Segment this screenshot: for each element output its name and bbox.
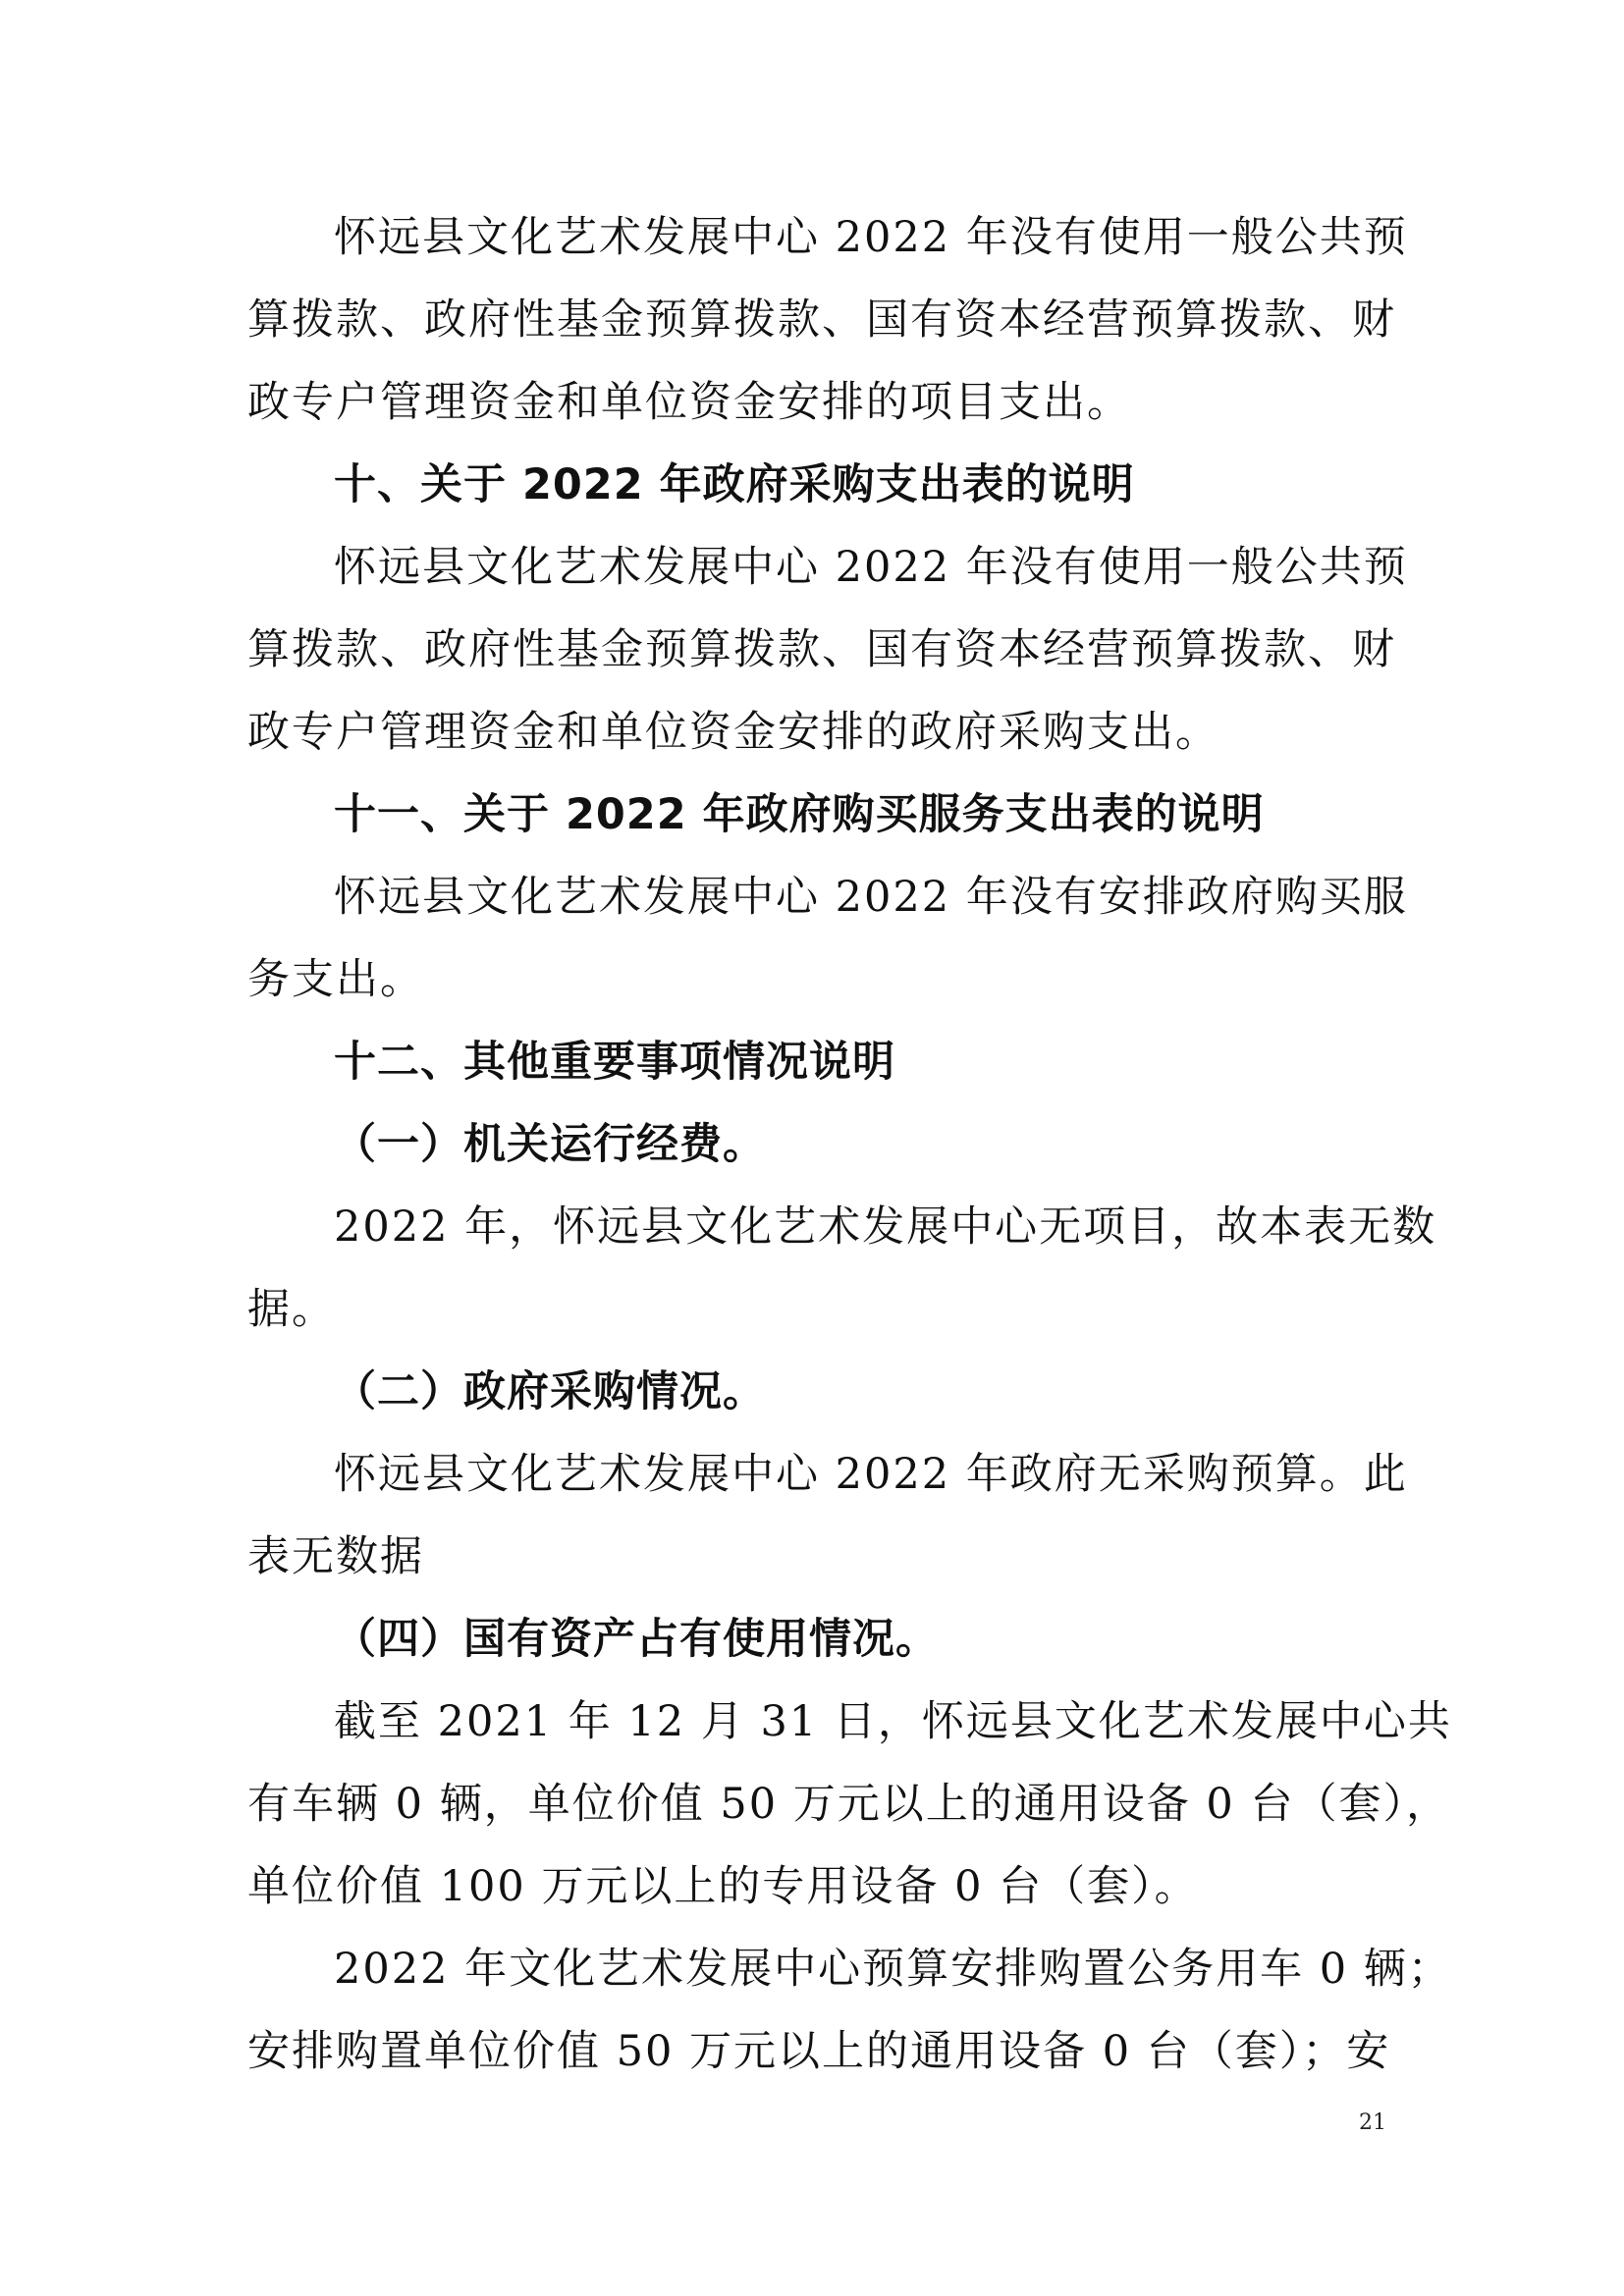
paragraph-line: 政专户管理资金和单位资金安排的政府采购支出。	[247, 708, 1219, 757]
paragraph-line: 据。	[247, 1285, 336, 1334]
paragraph-line: 怀远县文化艺术发展中心 2022 年没有使用一般公共预	[334, 543, 1408, 592]
subsection-heading: （二）政府采购情况。	[334, 1367, 766, 1416]
subsection-heading: （四）国有资产占有使用情况。	[334, 1615, 939, 1664]
page-number: 21	[1359, 2110, 1386, 2135]
paragraph-line: 怀远县文化艺术发展中心 2022 年没有使用一般公共预	[334, 213, 1408, 262]
paragraph-line: 表无数据	[247, 1532, 424, 1581]
paragraph-line: 算拨款、政府性基金预算拨款、国有资本经营预算拨款、财	[247, 295, 1396, 345]
paragraph-line: 怀远县文化艺术发展中心 2022 年政府无采购预算。此	[334, 1450, 1408, 1499]
paragraph-line: 安排购置单位价值 50 万元以上的通用设备 0 台（套）；安	[247, 2027, 1391, 2076]
paragraph-line: 有车辆 0 辆，单位价值 50 万元以上的通用设备 0 台（套），	[247, 1780, 1450, 1829]
section-heading: 十一、关于 2022 年政府购买服务支出表的说明	[334, 790, 1265, 839]
paragraph-line: 截至 2021 年 12 月 31 日，怀远县文化艺术发展中心共	[334, 1697, 1452, 1746]
paragraph-line: 务支出。	[247, 955, 424, 1004]
paragraph-line: 政专户管理资金和单位资金安排的项目支出。	[247, 378, 1131, 427]
paragraph-line: 怀远县文化艺术发展中心 2022 年没有安排政府购买服	[334, 873, 1408, 922]
section-heading: 十二、其他重要事项情况说明	[334, 1038, 895, 1087]
paragraph-line: 2022 年文化艺术发展中心预算安排购置公务用车 0 辆；	[334, 1945, 1452, 1994]
paragraph-line: 单位价值 100 万元以上的专用设备 0 台（套）。	[247, 1862, 1199, 1911]
paragraph-line: 2022 年，怀远县文化艺术发展中心无项目，故本表无数	[334, 1202, 1437, 1252]
section-heading: 十、关于 2022 年政府采购支出表的说明	[334, 460, 1135, 509]
subsection-heading: （一）机关运行经费。	[334, 1120, 766, 1169]
paragraph-line: 算拨款、政府性基金预算拨款、国有资本经营预算拨款、财	[247, 625, 1396, 674]
